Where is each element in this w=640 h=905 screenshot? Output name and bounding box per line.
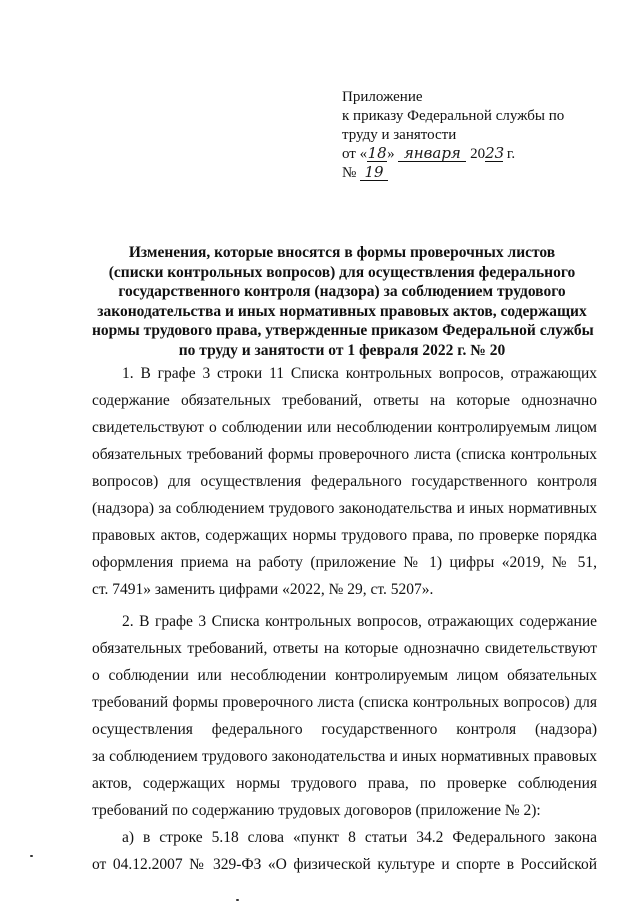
text-line: ст. 7491» заменить цифрами «2022, № 29, ст. 5207». <box>92 581 434 598</box>
annex-date-line <box>342 145 592 164</box>
number-prefix: № <box>342 165 357 181</box>
annex-number-line <box>342 164 592 183</box>
text-line: актов, содержащих нормы трудового права, по проверке соблюдения <box>92 775 597 792</box>
paragraph-2 <box>92 608 597 824</box>
title-line: нормы трудового права, утвержденные приказом Федеральной службы <box>92 322 594 339</box>
title-line: государственного контроля (надзора) за соблюдением трудового <box>118 283 566 300</box>
text-line: 1. В графе 3 строки 11 Списка контрольных вопросов, отражающих <box>122 365 597 382</box>
date-mid: » <box>387 146 395 162</box>
text-line: вопросов) для осуществления федерального государственного контроля <box>92 473 597 490</box>
scan-speck <box>236 899 239 901</box>
text-line: (надзора) за соблюдением трудового законодательства и иных нормативных <box>92 500 597 517</box>
text-line: а) в строке 5.18 слова «пункт 8 статьи 34.2 Федерального закона <box>122 829 597 846</box>
annex-line-1: Приложение <box>342 89 423 105</box>
text-line: осуществления федерального государственного контроля (надзора) <box>92 721 597 738</box>
text-line: о соблюдении или несоблюдении контролируемым лицом обязательных <box>92 667 597 684</box>
text-line: за соблюдением трудового законодательства и иных нормативных правовых <box>92 748 597 765</box>
document-body <box>92 360 597 878</box>
text-line: требований формы проверочного листа (списка контрольных вопросов) для <box>92 694 597 711</box>
text-line: содержание обязательных требований, ответы на которые однозначно <box>92 392 597 409</box>
annex-line-2: к приказу Федеральной службы по <box>342 108 565 124</box>
scan-speck <box>30 855 33 857</box>
text-line: от 04.12.2007 № 329-ФЗ «О физической культуре и спорте в Российской <box>92 856 597 873</box>
text-line: обязательных требований, ответы на которые однозначно свидетельствуют <box>92 640 597 657</box>
text-line: 2. В графе 3 Списка контрольных вопросов, отражающих содержание <box>122 613 597 630</box>
date-day-handwritten: 18 <box>367 144 387 162</box>
title-line: законодательства и иных нормативных правовых актов, содержащих <box>97 302 587 320</box>
number-handwritten: 19 <box>360 165 388 181</box>
document-title <box>92 243 592 360</box>
text-line: оформления приема на работу (приложение № 1) цифры «2019, № 51, <box>92 554 597 571</box>
text-line: свидетельствуют о соблюдении или несоблюдении контролируемым лицом <box>92 419 597 436</box>
title-line: по труду и занятости от 1 февраля 2022 г. № 20 <box>178 341 506 359</box>
text-line: обязательных требований формы проверочного листа (списка контрольных <box>92 446 597 463</box>
paragraph-1 <box>92 360 597 603</box>
date-year-prefix: 20 <box>470 146 486 162</box>
date-year-handwritten: 23 <box>485 144 505 162</box>
annex-line-3: труду и занятости <box>342 127 457 143</box>
date-suffix: г. <box>506 146 516 162</box>
date-month-handwritten: января <box>398 146 466 162</box>
paragraph-3 <box>92 824 597 878</box>
title-line: (списки контрольных вопросов) для осуществления федерального <box>108 263 576 281</box>
text-line: требований по содержанию трудовых договоров (приложение № 2): <box>92 802 541 819</box>
date-prefix: от « <box>342 146 368 162</box>
title-line: Изменения, которые вносятся в формы проверочных листов <box>128 244 556 261</box>
annex-header <box>342 88 592 183</box>
text-line: правовых актов, содержащих нормы трудового права, по проверке порядка <box>92 527 597 544</box>
